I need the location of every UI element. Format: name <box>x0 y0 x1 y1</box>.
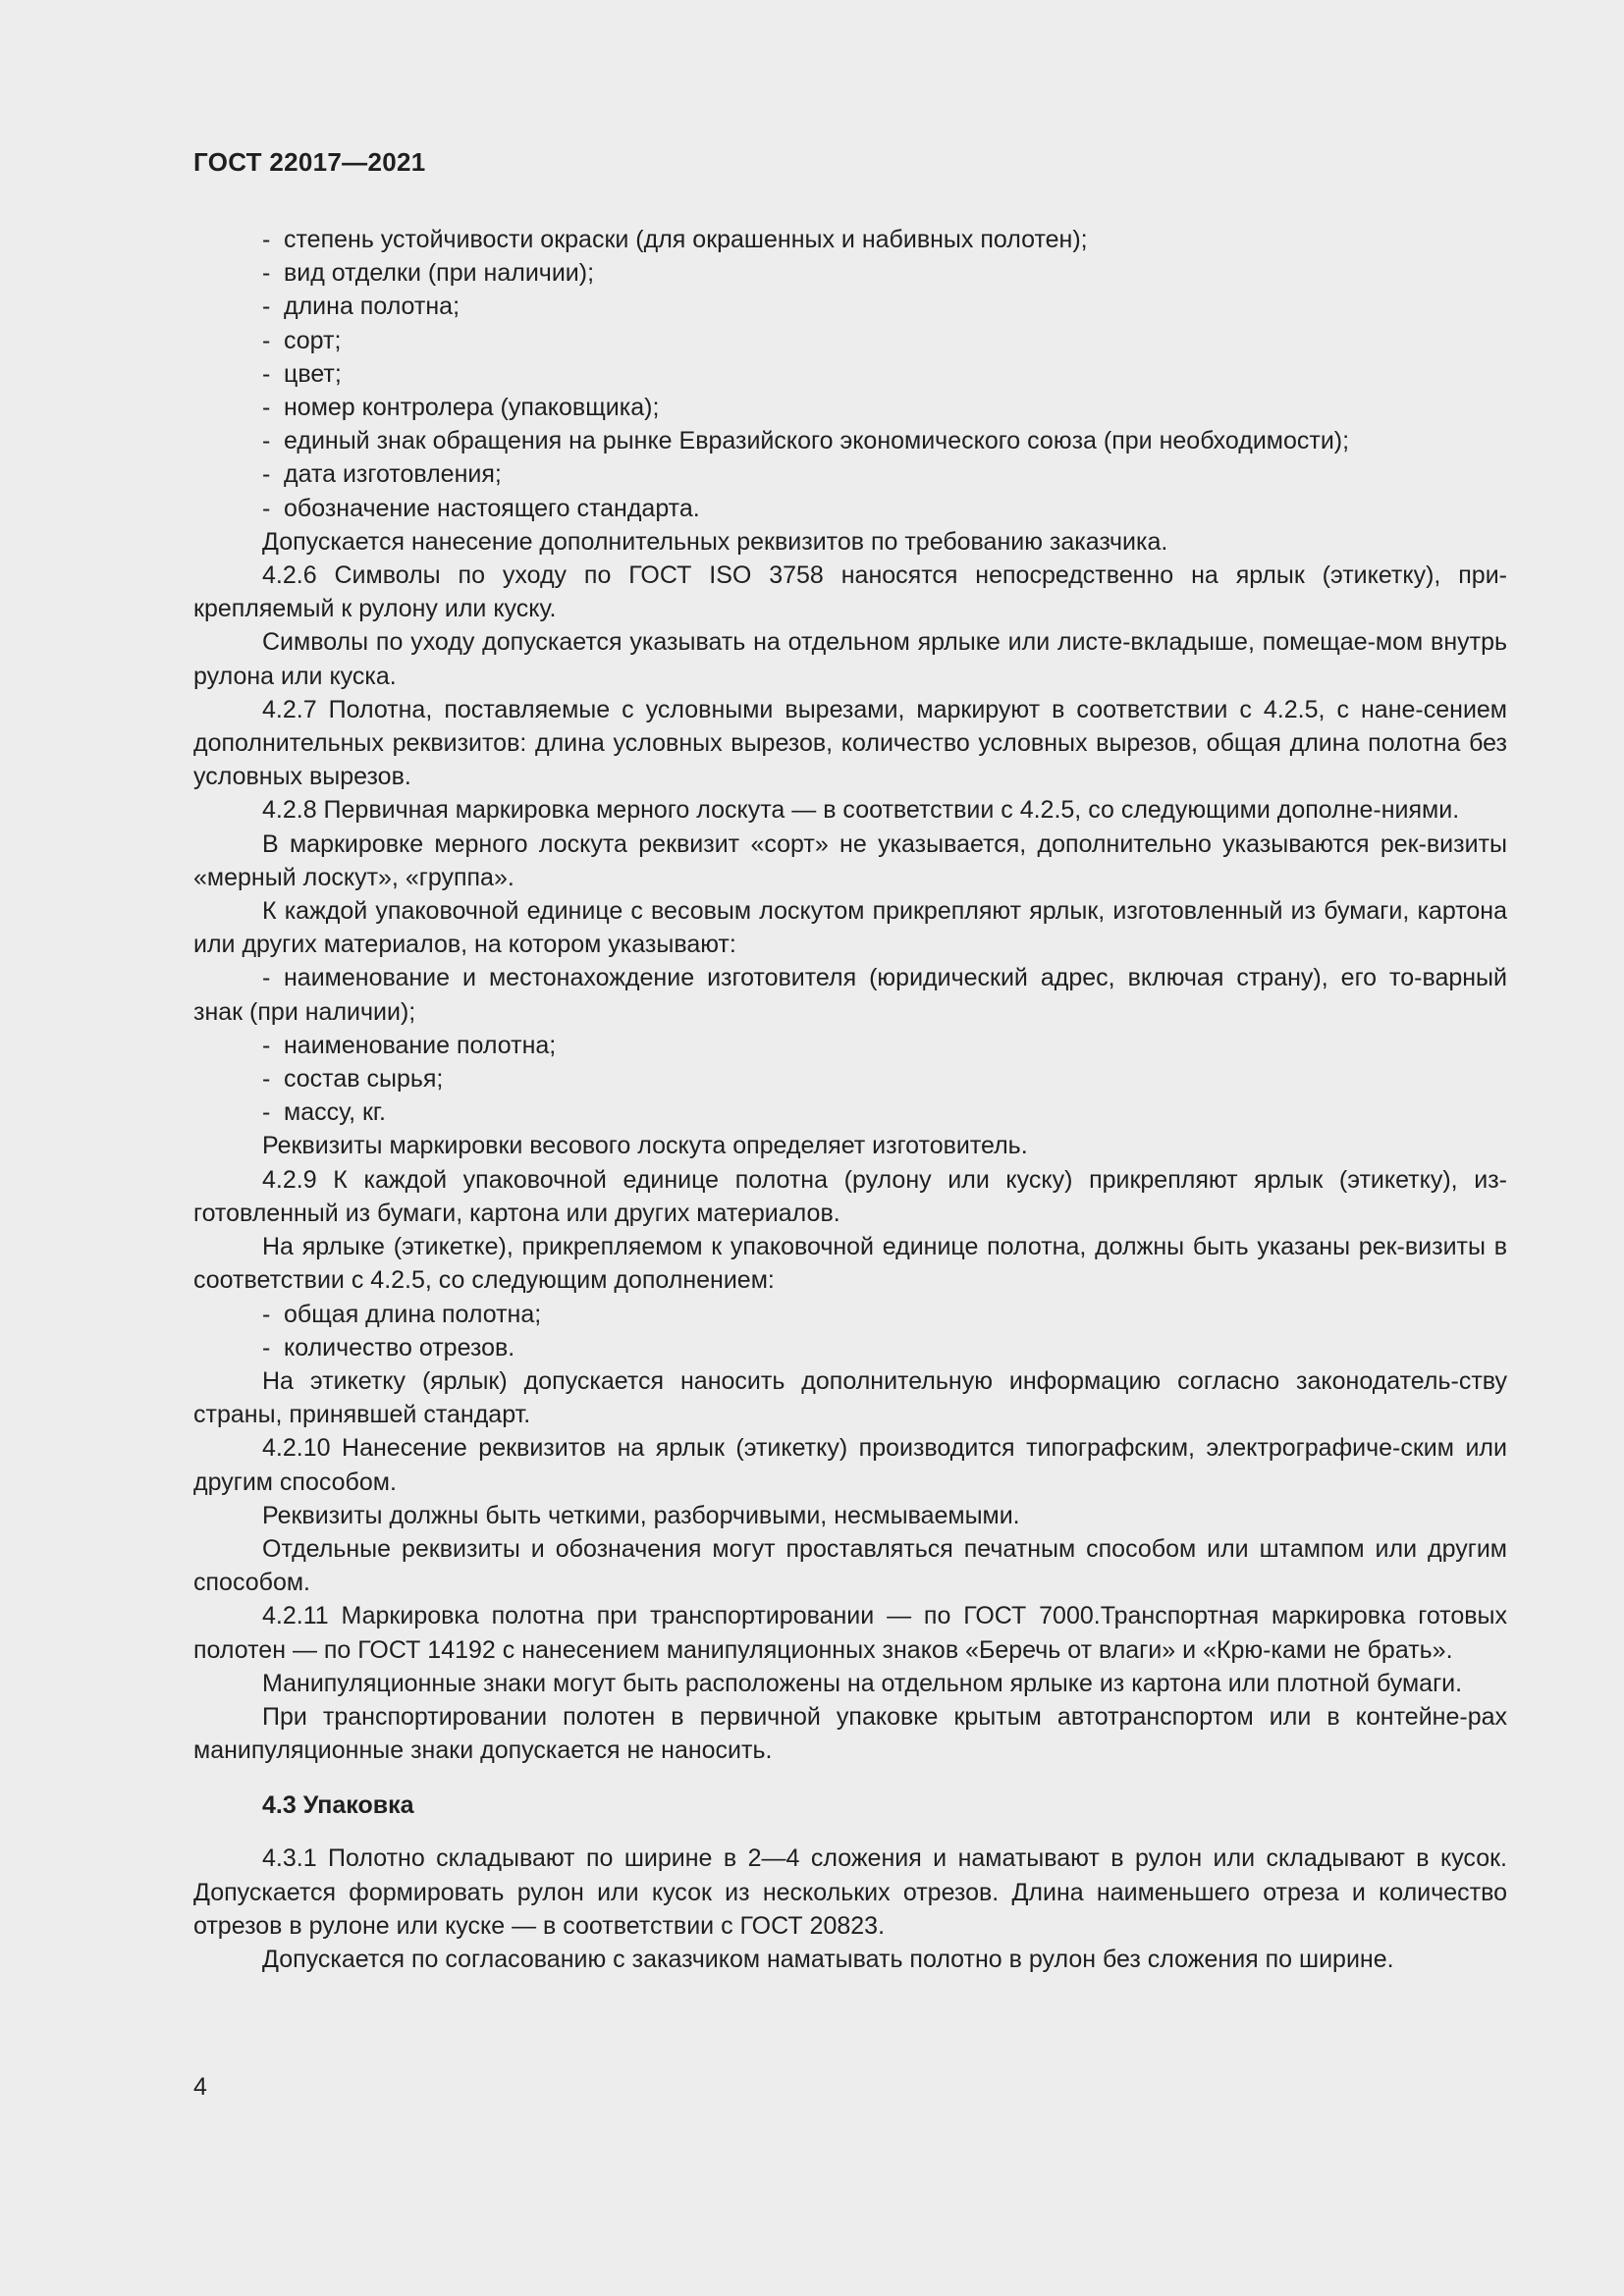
clause-4-2-9: 4.2.9 К каждой упаковочной единице полотна (рулону или куску) прикрепляют ярлык (этикетку), из-готовленный из бумаги, картона или других материалов. <box>193 1165 1507 1227</box>
document-header: ГОСТ 22017—2021 <box>193 147 426 177</box>
clause-4-2-11: 4.2.11 Маркировка полотна при транспортировании — по ГОСТ 7000.Транспортная маркировка готовых полотен — по ГОСТ 14192 с нанесением манипуляционных знаков «Беречь от влаги» и «Крю-ками не брать». <box>193 1602 1507 1664</box>
clause-4-2-10: 4.2.10 Нанесение реквизитов на ярлык (этикетку) производится типографским, электрографиче-ским или другим способом. <box>193 1434 1507 1496</box>
paragraph: Допускается по согласованию с заказчиком наматывать полотно в рулон без сложения по ширине. <box>262 1945 1394 1973</box>
clause-4-3-1: 4.3.1 Полотно складывают по ширине в 2—4 сложения и наматывают в рулон или складывают в кусок. Допускается формировать рулон или кусок из нескольких отрезов. Длина наименьшего отреза и количество отрезов в рулоне или куске — в соответствии с ГОСТ 20823. <box>193 1844 1507 1940</box>
paragraph: Реквизиты должны быть четкими, разборчивыми, несмываемыми. <box>262 1501 1020 1529</box>
list-item-text: вид отделки (при наличии); <box>284 259 595 288</box>
list-item: - общая длина полотна; <box>262 1300 542 1328</box>
list-item: - номер контролера (упаковщика); <box>262 394 660 422</box>
section-heading-4-3: 4.3 Упаковка <box>262 1791 414 1820</box>
list-item-text: сорт; <box>284 326 342 354</box>
clause-4-2-6: 4.2.6 Символы по уходу по ГОСТ ISO 3758 наносятся непосредственно на ярлык (этикетку), при-крепляемый к рулону или куску. <box>193 561 1507 623</box>
list-item-text: массу, кг. <box>284 1098 386 1127</box>
list-item: - вид отделки (при наличии); <box>262 259 595 288</box>
list-item: - массу, кг. <box>262 1098 386 1127</box>
clause-4-2-8: 4.2.8 Первичная маркировка мерного лоскута — в соответствии с 4.2.5, со следующими дополне-ниями. <box>262 796 1460 825</box>
list-item-text: наименование и местонахождение изготовителя (юридический адрес, включая страну), его то-варный знак (при наличии); <box>193 964 1507 1026</box>
paragraph: Допускается нанесение дополнительных реквизитов по требованию заказчика. <box>262 527 1168 556</box>
list-item-text: длина полотна; <box>284 293 460 321</box>
list-item-text: обозначение настоящего стандарта. <box>284 494 700 522</box>
list-item: - наименование и местонахождение изготовителя (юридический адрес, включая страну), его то-варный знак (при наличии); <box>193 964 1507 1026</box>
list-item: - дата изготовления; <box>262 460 502 489</box>
list-item: - степень устойчивости окраски (для окрашенных и набивных полотен); <box>262 226 1088 253</box>
list-item: - состав сырья; <box>262 1065 444 1094</box>
list-item: - наименование полотна; <box>262 1031 557 1059</box>
paragraph: На этикетку (ярлык) допускается наносить дополнительную информацию согласно законодатель-ству страны, принявшей стандарт. <box>193 1366 1507 1429</box>
list-item-text: общая длина полотна; <box>284 1300 542 1328</box>
document-page <box>193 0 1507 2296</box>
list-item-text: наименование полотна; <box>284 1031 557 1059</box>
list-item-text: единый знак обращения на рынке Евразийского экономического союза (при необходимости); <box>284 427 1350 455</box>
list-item-text: состав сырья; <box>284 1065 444 1094</box>
list-item: - длина полотна; <box>262 293 460 321</box>
list-item: - цвет; <box>262 359 342 388</box>
list-item: - количество отрезов. <box>262 1333 515 1362</box>
paragraph: При транспортировании полотен в первичной упаковке крытым автотранспортом или в контейне-рах манипуляционные знаки допускается не наносить. <box>193 1702 1507 1765</box>
list-item-text: дата изготовления; <box>284 460 502 489</box>
list-item-text: количество отрезов. <box>284 1333 515 1362</box>
paragraph: На ярлыке (этикетке), прикрепляемом к упаковочной единице полотна, должны быть указаны рек-визиты в соответствии с 4.2.5, со следующим дополнением: <box>193 1233 1507 1295</box>
list-item-text: номер контролера (упаковщика); <box>284 394 660 422</box>
list-item: - обозначение настоящего стандарта. <box>262 494 700 522</box>
paragraph: Символы по уходу допускается указывать на отдельном ярлыке или листе-вкладыше, помещае-мом внутрь рулона или куска. <box>193 628 1507 690</box>
list-item-text: степень устойчивости окраски (для окрашенных и набивных полотен); <box>284 226 1088 253</box>
paragraph: Манипуляционные знаки могут быть расположены на отдельном ярлыке из картона или плотной бумаги. <box>262 1669 1463 1697</box>
paragraph: В маркировке мерного лоскута реквизит «сорт» не указывается, дополнительно указываются рек-визиты «мерный лоскут», «группа». <box>193 829 1507 891</box>
list-item: - сорт; <box>262 326 342 354</box>
document-body <box>193 223 1507 1976</box>
page-number: 4 <box>193 2073 207 2101</box>
list-item: - единый знак обращения на рынке Евразийского экономического союза (при необходимости); <box>262 427 1350 455</box>
clause-4-2-7: 4.2.7 Полотна, поставляемые с условными вырезами, маркируют в соответствии с 4.2.5, с нане-сением дополнительных реквизитов: длина условных вырезов, количество условных вырезов, общая длина полотна без условных вырезов. <box>193 695 1507 791</box>
list-item-text: цвет; <box>284 359 342 388</box>
paragraph: Реквизиты маркировки весового лоскута определяет изготовитель. <box>262 1132 1028 1160</box>
paragraph: К каждой упаковочной единице с весовым лоскутом прикрепляют ярлык, изготовленный из бумаги, картона или других материалов, на котором указывают: <box>193 897 1507 959</box>
paragraph: Отдельные реквизиты и обозначения могут проставляться печатным способом или штампом или другим способом. <box>193 1534 1507 1597</box>
